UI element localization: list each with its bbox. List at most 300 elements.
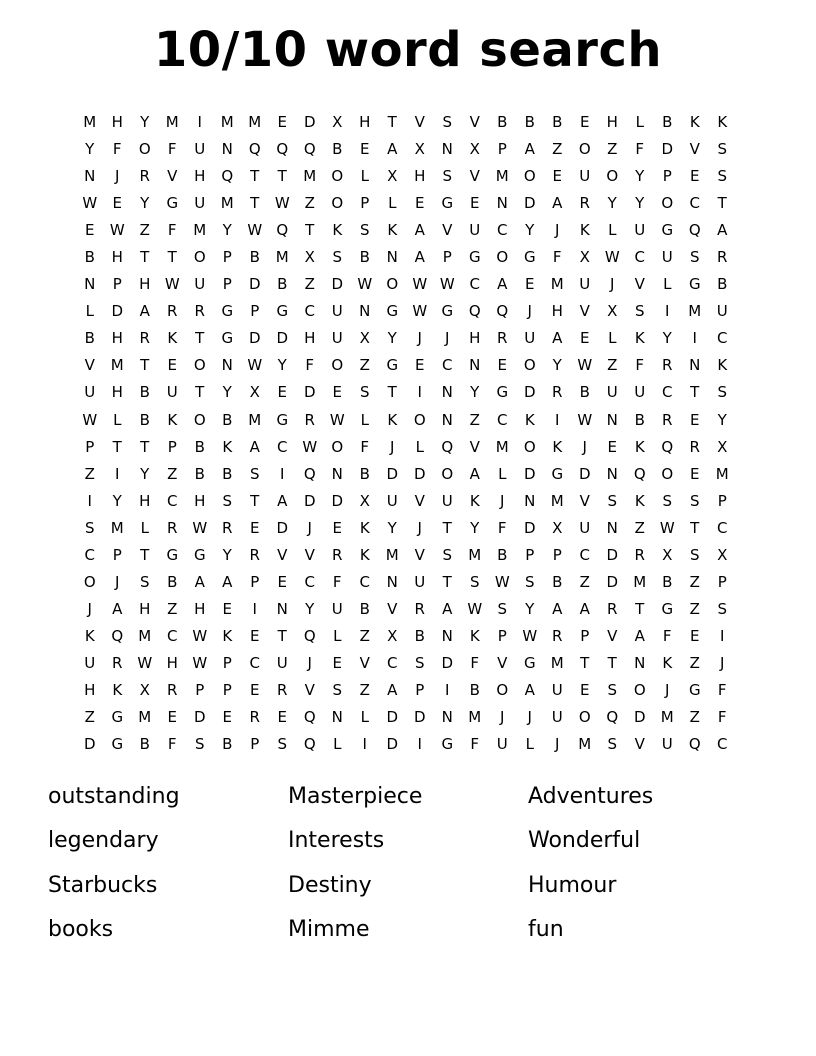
grid-letter: J [417,329,422,348]
grid-letter: U [606,383,618,402]
grid-letter: E [332,383,342,402]
grid-letter: G [111,708,124,727]
grid-letter: O [496,681,509,699]
grid-letter: L [635,113,644,132]
grid-letter: N [441,383,453,402]
grid-letter: N [441,410,453,429]
grid-letter: W [577,356,593,375]
grid-letter: L [415,437,424,456]
grid-letter: Q [111,626,124,645]
grid-letter: U [579,275,591,294]
grid-letter: M [578,735,592,754]
grid-letter: F [717,681,727,699]
grid-letter: Q [303,735,316,754]
grid-letter: R [414,599,425,618]
grid-letter: J [87,599,92,618]
grid-letter: U [496,735,508,754]
grid-letter: F [167,735,177,754]
grid-letter: R [249,708,260,727]
grid-letter: Y [525,221,535,240]
grid-letter: E [415,194,425,213]
grid-letter: D [606,545,619,564]
grid-letter: L [663,275,672,294]
grid-letter: R [194,302,205,321]
grid-letter: Z [359,356,370,375]
grid-letter: X [387,167,398,186]
grid-letter: E [222,708,232,727]
grid-letter: A [249,437,260,456]
grid-letter: T [140,545,150,564]
grid-letter: B [194,437,205,456]
grid-letter: M [138,708,152,727]
grid-letter: U [331,329,343,348]
grid-letter: Z [304,275,315,294]
grid-letter: D [413,464,426,483]
grid-letter: H [414,167,426,186]
grid-letter: I [445,681,450,699]
grid-letter: R [167,518,178,537]
word-list-item: Wonderful [528,828,641,854]
grid-letter: S [139,572,150,591]
grid-letter: G [276,410,289,429]
grid-letter: H [194,491,206,510]
grid-letter: U [194,275,206,294]
grid-letter: S [469,572,480,591]
grid-letter: M [220,113,234,132]
grid-letter: S [717,167,728,186]
grid-letter: Z [689,708,700,727]
grid-letter: Y [305,599,315,618]
grid-letter: I [197,113,202,132]
grid-letter: C [634,248,645,267]
grid-letter: E [470,194,480,213]
grid-letter: Z [689,572,700,591]
grid-letter: J [390,437,395,456]
grid-letter: R [139,167,150,186]
grid-letter: W [329,410,345,429]
grid-letter: T [195,329,205,348]
grid-letter: W [439,275,455,294]
grid-letter: F [552,248,562,267]
grid-letter: Q [276,140,289,159]
grid-letter: G [523,248,536,267]
grid-letter: B [497,545,508,564]
grid-letter: N [634,653,646,672]
grid-letter: H [111,113,123,132]
grid-letter: X [249,383,260,402]
grid-letter: D [193,708,206,727]
grid-letter: R [332,545,343,564]
grid-letter: D [661,140,674,159]
grid-letter: J [307,653,312,672]
grid-letter: E [85,221,95,240]
grid-letter: D [413,708,426,727]
grid-letter: G [551,464,564,483]
grid-letter: J [527,302,532,321]
grid-letter: R [222,518,233,537]
word-list-item: fun [528,917,564,943]
grid-letter: W [412,302,428,321]
grid-letter: B [497,113,508,132]
grid-letter: H [359,113,371,132]
grid-letter: F [360,437,370,456]
word-list-item: legendary [48,828,159,854]
grid-letter: Y [525,599,535,618]
grid-letter: H [166,653,178,672]
grid-letter: L [113,410,122,429]
grid-letter: J [665,681,670,699]
grid-letter: E [167,708,177,727]
grid-letter: J [610,275,615,294]
page-title: 10/10 word search [153,22,663,78]
grid-letter: I [692,329,697,348]
grid-letter: C [304,572,315,591]
grid-letter: I [720,626,725,645]
grid-letter: U [84,653,96,672]
grid-letter: H [469,329,481,348]
grid-letter: J [115,572,120,591]
grid-letter: N [496,194,508,213]
grid-letter: P [222,653,232,672]
word-list-item: books [48,917,114,943]
grid-letter: B [359,248,370,267]
grid-letter: O [331,356,344,375]
grid-letter: Y [140,464,150,483]
grid-letter: T [250,194,260,213]
grid-letter: Q [248,140,261,159]
grid-letter: G [441,194,454,213]
grid-letter: B [249,248,260,267]
grid-letter: A [442,599,453,618]
grid-letter: T [277,167,287,186]
grid-letter: T [635,599,645,618]
grid-letter: H [139,599,151,618]
grid-letter: G [386,302,399,321]
grid-letter: Z [167,599,178,618]
grid-letter: O [193,410,206,429]
grid-letter: X [607,302,618,321]
grid-letter: N [386,248,398,267]
grid-letter: E [250,518,260,537]
grid-letter: B [222,410,233,429]
grid-letter: A [634,626,645,645]
grid-letter: W [522,626,538,645]
grid-letter: W [192,518,208,537]
grid-letter: H [194,599,206,618]
grid-letter: N [441,708,453,727]
grid-letter: E [580,113,590,132]
grid-letter: D [523,383,536,402]
grid-letter: M [110,518,124,537]
grid-letter: E [167,356,177,375]
grid-letter: P [85,437,95,456]
grid-letter: A [387,140,398,159]
grid-letter: N [469,356,481,375]
grid-letter: B [662,113,673,132]
grid-letter: V [167,167,178,186]
grid-letter: W [82,410,98,429]
grid-letter: T [442,518,452,537]
grid-letter: S [689,545,700,564]
grid-letter: Q [688,735,701,754]
grid-letter: S [359,221,370,240]
grid-letter: M [550,491,564,510]
grid-letter: P [552,545,562,564]
grid-letter: I [362,735,367,754]
grid-letter: P [167,437,177,456]
grid-letter: C [497,410,508,429]
grid-letter: C [167,626,178,645]
grid-letter: P [250,735,260,754]
grid-letter: N [524,491,536,510]
grid-letter: M [550,653,564,672]
grid-letter: D [83,735,96,754]
grid-letter: G [276,302,289,321]
grid-letter: T [277,626,287,645]
grid-letter: N [441,626,453,645]
grid-letter: R [112,653,123,672]
grid-letter: H [139,491,151,510]
grid-letter: D [523,464,536,483]
grid-letter: Z [689,599,700,618]
grid-letter: X [139,681,150,699]
grid-letter: X [359,329,370,348]
grid-letter: Z [689,653,700,672]
grid-letter: U [524,329,536,348]
grid-letter: E [250,681,260,699]
grid-letter: Y [140,194,150,213]
grid-letter: O [661,194,674,213]
grid-letter: D [578,464,591,483]
grid-letter: M [633,572,647,591]
grid-letter: O [83,572,96,591]
grid-letter: O [331,437,344,456]
grid-letter: F [167,221,177,240]
grid-letter: W [109,221,125,240]
grid-letter: I [555,410,560,429]
grid-letter: L [360,708,369,727]
grid-letter: S [607,735,618,754]
grid-letter: M [468,545,482,564]
grid-letter: D [386,464,399,483]
grid-letter: K [359,518,370,537]
grid-letter: P [580,626,590,645]
grid-letter: W [412,275,428,294]
grid-letter: G [468,248,481,267]
grid-letter: M [385,545,399,564]
grid-letter: S [332,248,343,267]
grid-letter: H [111,329,123,348]
grid-letter: L [360,167,369,186]
grid-letter: Z [634,518,645,537]
grid-letter: T [690,518,700,537]
grid-letter: U [579,518,591,537]
grid-letter: L [525,735,534,754]
grid-letter: N [221,356,233,375]
grid-letter: B [414,626,425,645]
grid-letter: B [222,464,233,483]
grid-letter: G [166,545,179,564]
grid-letter: S [194,735,205,754]
grid-letter: D [276,329,289,348]
grid-letter: J [500,708,505,727]
grid-letter: K [524,410,535,429]
grid-letter: U [551,708,563,727]
grid-letter: N [606,464,618,483]
grid-letter: P [195,681,205,699]
grid-letter: E [332,653,342,672]
grid-letter: Z [579,572,590,591]
grid-letter: Q [303,708,316,727]
grid-letter: J [307,518,312,537]
grid-letter: A [497,275,508,294]
grid-letter: B [194,464,205,483]
grid-letter: D [386,708,399,727]
grid-letter: P [717,572,727,591]
grid-letter: M [660,708,674,727]
grid-letter: W [604,248,620,267]
grid-letter: M [303,167,317,186]
grid-letter: W [467,599,483,618]
grid-letter: W [659,518,675,537]
grid-letter: P [662,167,672,186]
grid-letter: E [580,681,590,699]
grid-letter: U [386,491,398,510]
grid-letter: N [331,708,343,727]
grid-letter: O [523,437,536,456]
grid-letter: O [661,464,674,483]
grid-letter: H [606,113,618,132]
grid-letter: M [715,464,729,483]
grid-letter: W [192,653,208,672]
grid-letter: R [662,410,673,429]
grid-letter: X [414,140,425,159]
grid-letter: Q [303,140,316,159]
grid-letter: Z [84,464,95,483]
word-list-item: outstanding [48,783,180,809]
word-list-item: Destiny [288,872,372,898]
grid-letter: U [634,383,646,402]
grid-letter: M [220,194,234,213]
grid-letter: A [579,599,590,618]
grid-letter: N [221,140,233,159]
grid-letter: E [525,275,535,294]
word-list [48,774,768,952]
grid-letter: F [497,518,507,537]
grid-letter: Z [607,140,618,159]
grid-letter: Y [635,194,645,213]
grid-letter: Z [359,681,370,699]
grid-letter: M [468,708,482,727]
word-list-column [288,774,528,952]
grid-letter: Y [470,383,480,402]
word-list-column [528,774,768,952]
grid-letter: Z [359,626,370,645]
grid-letter: X [332,113,343,132]
grid-letter: B [662,572,673,591]
grid-letter: W [494,572,510,591]
grid-letter: Z [552,140,563,159]
grid-letter: K [634,491,645,510]
grid-letter: N [441,140,453,159]
word-list-item: Starbucks [48,872,158,898]
grid-letter: P [717,491,727,510]
grid-letter: G [661,221,674,240]
grid-letter: U [414,572,426,591]
grid-letter: Y [222,221,232,240]
grid-letter: K [387,410,398,429]
grid-letter: K [717,356,728,375]
grid-letter: V [387,599,398,618]
grid-letter: M [275,248,289,267]
grid-letter: K [717,113,728,132]
grid-letter: U [166,383,178,402]
grid-letter: S [442,167,453,186]
grid-letter: F [112,140,122,159]
grid-letter: A [717,221,728,240]
grid-letter: Y [662,329,672,348]
grid-letter: T [250,167,260,186]
grid-letter: V [689,140,700,159]
grid-letter: Q [276,221,289,240]
grid-letter: H [304,329,316,348]
word-list-column [48,774,288,952]
grid-letter: I [417,383,422,402]
grid-letter: N [331,464,343,483]
grid-letter: P [360,194,370,213]
grid-letter: Q [633,464,646,483]
grid-letter: D [111,302,124,321]
grid-letter: Y [85,140,95,159]
grid-letter: Z [304,194,315,213]
grid-letter: K [387,221,398,240]
grid-letter: E [497,356,507,375]
word-list-item: Mimme [288,917,370,943]
grid-letter: E [277,708,287,727]
grid-letter: B [717,275,728,294]
grid-letter: G [166,194,179,213]
grid-letter: G [193,545,206,564]
grid-letter: T [305,221,315,240]
grid-letter: Y [112,491,122,510]
grid-letter: D [523,194,536,213]
grid-letter: C [497,221,508,240]
grid-letter: C [249,653,260,672]
grid-letter: R [717,248,728,267]
grid-letter: S [634,302,645,321]
grid-letter: P [222,681,232,699]
grid-letter: V [469,113,480,132]
grid-letter: A [524,140,535,159]
grid-letter: A [552,194,563,213]
grid-letter: O [413,410,426,429]
grid-letter: E [690,410,700,429]
grid-letter: D [248,329,261,348]
grid-letter: M [550,275,564,294]
grid-letter: E [222,599,232,618]
grid-letter: V [304,545,315,564]
grid-letter: E [277,383,287,402]
grid-letter: S [717,599,728,618]
grid-letter: S [277,735,288,754]
grid-letter: B [139,383,150,402]
grid-letter: B [222,735,233,754]
grid-letter: G [523,653,536,672]
grid-letter: G [221,302,234,321]
grid-letter: J [720,653,725,672]
grid-letter: T [387,383,397,402]
grid-letter: D [303,113,316,132]
